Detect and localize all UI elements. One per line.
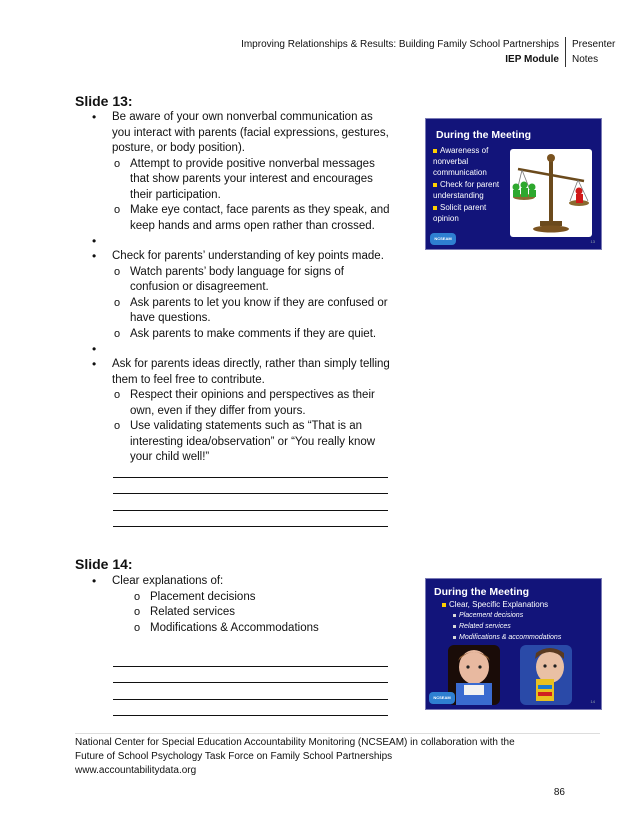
- sub-bullet: o Respect their opinions and perspectives as their own, even if they differ from yours.: [112, 388, 392, 419]
- sub-bullet: o Attempt to provide positive nonverbal messages that show parents your interest and encourages their participation.: [112, 157, 392, 204]
- writing-line: [113, 511, 388, 528]
- writing-line: [113, 683, 388, 700]
- sub-bullet: o Modifications & Accommodations: [132, 621, 392, 637]
- thumb-page-number: 14: [590, 699, 595, 704]
- sub-bullet: o Watch parents’ body language for signs of confusion or disagreement.: [112, 265, 392, 296]
- page-number: 86: [553, 787, 565, 798]
- slide-13-thumbnail: [425, 118, 602, 250]
- footer: [75, 736, 515, 778]
- slide-14-heading: Slide 14:: [75, 556, 133, 572]
- spacer: [92, 342, 392, 357]
- sub-bullet: o Ask parents to make comments if they are quiet.: [112, 327, 392, 343]
- header-title: Improving Relationships & Results: Building Family School Partnerships: [241, 39, 559, 50]
- thumb-bullet: Solicit parent opinion: [433, 203, 487, 223]
- thumb-title: During the Meeting: [434, 586, 530, 598]
- child-photo-left: [448, 645, 500, 705]
- sub-bullet: o Make eye contact, face parents as they speak, and keep hands and arms open rather than crossed.: [112, 203, 392, 234]
- footer-url: www.accountabilitydata.org: [75, 765, 197, 776]
- thumb-title: During the Meeting: [436, 129, 532, 141]
- writing-line: [113, 650, 388, 667]
- thumb-subbullet: Modifications & accommodations: [453, 634, 561, 641]
- thumb-page-number: 13: [590, 239, 595, 244]
- spacer: [92, 234, 392, 249]
- child-photo-right: [520, 645, 572, 705]
- slide-13-notes: [92, 110, 392, 466]
- bullet-text: Check for parents’ understanding of key points made.: [112, 250, 384, 262]
- writing-line: [113, 478, 388, 495]
- writing-line: [113, 461, 388, 478]
- note-bullet: [92, 110, 392, 234]
- header-notes: Notes: [572, 54, 599, 65]
- note-bullet: [92, 357, 392, 466]
- running-header: [241, 37, 566, 67]
- bullet-text: Ask for parents ideas directly, rather than simply telling them to feel free to contribute.: [112, 358, 390, 386]
- slide-14-note-lines: [113, 650, 388, 716]
- sub-bullet: o Placement decisions: [132, 590, 392, 606]
- note-bullet: [92, 574, 392, 636]
- thumb-bullet: Awareness of nonverbal communication: [433, 146, 489, 177]
- slide-14-notes: [92, 574, 392, 636]
- sub-bullet: o Use validating statements such as “That is an interesting idea/observation” or “You really know your child well!”: [112, 419, 392, 466]
- footer-line: National Center for Special Education Accountability Monitoring (NCSEAM) in collaboration with the: [75, 737, 515, 748]
- ncseam-logo: NCSEAM: [430, 233, 456, 245]
- header-presenter: Presenter: [572, 39, 616, 50]
- header-module: IEP Module: [505, 54, 559, 65]
- writing-line: [113, 494, 388, 511]
- writing-line: [113, 667, 388, 684]
- sub-bullet: o Related services: [132, 605, 392, 621]
- slide-14-thumbnail: [425, 578, 602, 710]
- sub-bullet: o Ask parents to let you know if they are confused or have questions.: [112, 296, 392, 327]
- header-section: [572, 37, 615, 67]
- note-bullet: [92, 249, 392, 342]
- ncseam-logo: NCSEAM: [429, 692, 455, 704]
- footer-line: Future of School Psychology Task Force on Family School Partnerships: [75, 751, 393, 762]
- slide-13-note-lines: [113, 461, 388, 527]
- thumb-subbullet: Related services: [453, 623, 511, 630]
- footer-divider: [75, 733, 600, 734]
- bullet-text: Clear explanations of:: [112, 575, 224, 587]
- thumb-bullet: Check for parent understanding: [433, 180, 500, 200]
- thumb-bullet: Clear, Specific Explanations: [442, 599, 548, 610]
- scale-icon: [510, 149, 592, 237]
- thumb-subbullet: Placement decisions: [453, 612, 523, 619]
- slide-13-heading: Slide 13:: [75, 93, 133, 109]
- writing-line: [113, 700, 388, 717]
- bullet-text: Be aware of your own nonverbal communication as you interact with parents (facial expressions, gestures, posture, or body position).: [112, 111, 389, 154]
- balance-scale-image: [510, 149, 592, 237]
